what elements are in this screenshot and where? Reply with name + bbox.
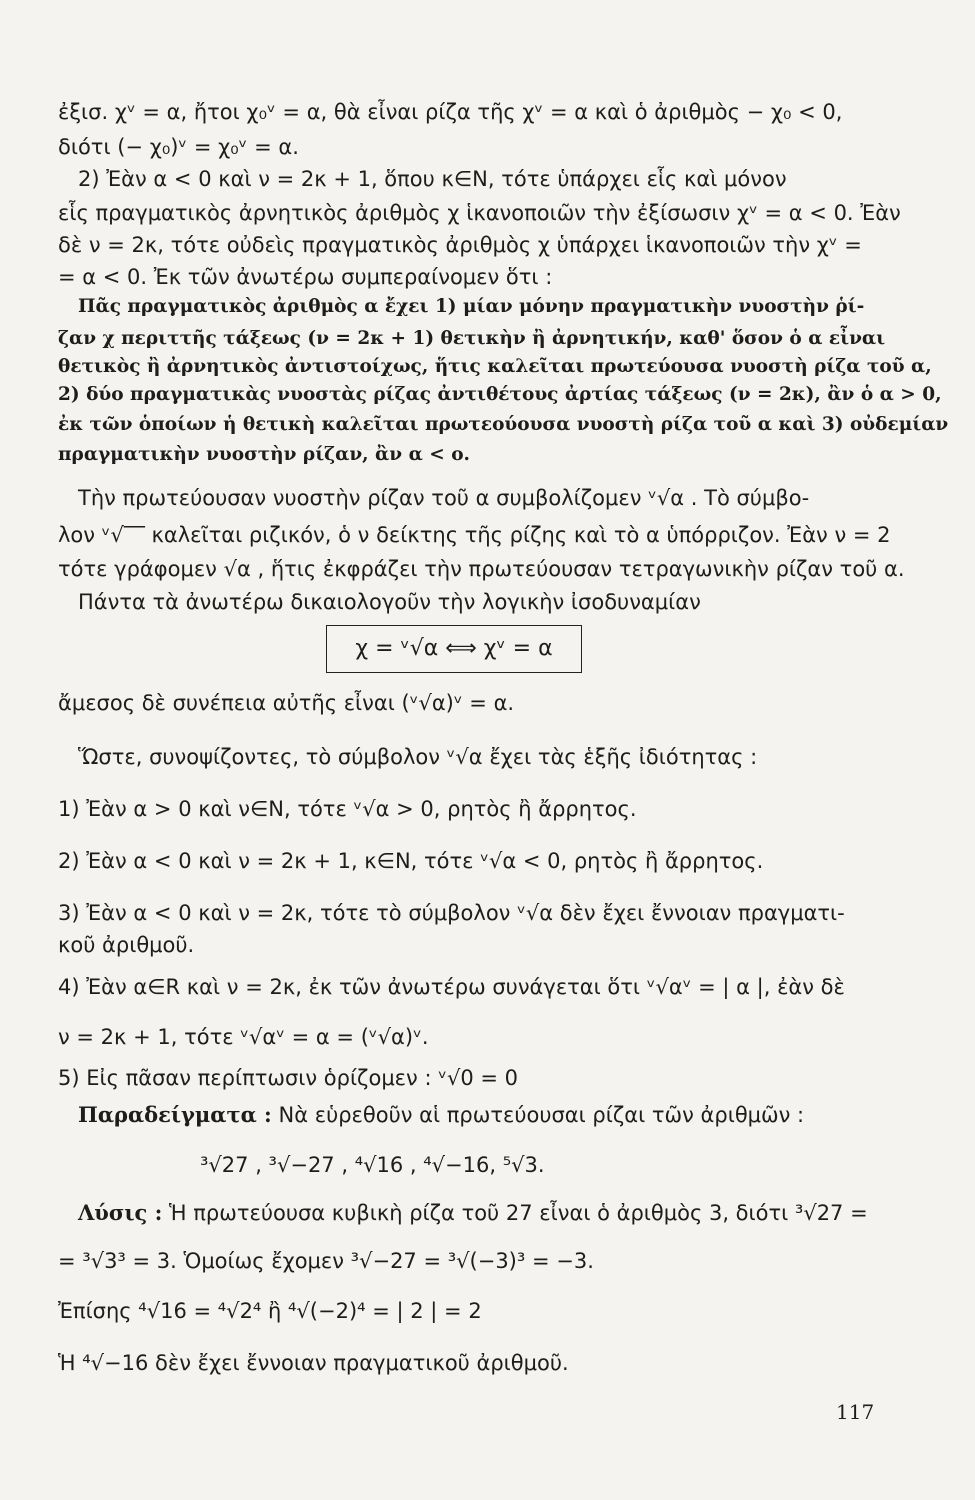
theorem-line-5: ἐκ τῶν ὁποίων ἡ θετικὴ καλεῖται πρωτεούουσα νυοστὴ ρίζα τοῦ α καὶ 3) οὐδεμίαν — [58, 414, 949, 435]
property-3-cont: κοῦ ἀριθμοῦ. — [58, 933, 195, 957]
text-line-2: διότι (− χ₀)ᵛ = χ₀ᵛ = α. — [58, 135, 299, 159]
solution-text: Ἡ πρωτεύουσα κυβικὴ ρίζα τοῦ 27 εἶναι ὁ ἀριθμὸς 3, διότι ³√27 = — [169, 1201, 868, 1225]
text-line-6: = α < 0. Ἐκ τῶν ἀνωτέρω συμπεραίνομεν ὅτι : — [58, 265, 553, 289]
definition-line-2: λον ᵛ√‾‾ καλεῖται ριζικόν, ὁ ν δείκτης τῆς ρίζης καὶ τὸ α ὑπόρριζον. Ἐὰν ν = 2 — [58, 523, 891, 547]
property-4-cont: ν = 2κ + 1, τότε ᵛ√αᵛ = α = (ᵛ√α)ᵛ. — [58, 1025, 429, 1049]
text-line-4: εἷς πραγματικὸς ἀρνητικὸς ἀριθμὸς χ ἱκανοποιῶν τὴν ἐξίσωσιν χᵛ = α < 0. Ἐὰν — [58, 201, 901, 225]
theorem-line-4: 2) δύο πραγματικὰς νυοστὰς ρίζας ἀντιθέτους ἀρτίας τάξεως (ν = 2κ), ἂν ὁ α > 0, — [58, 384, 942, 405]
text-line-5: δὲ ν = 2κ, τότε οὐδεὶς πραγματικὸς ἀριθμὸς χ ὑπάρχει ἱκανοποιῶν τὴν χᵛ = — [58, 233, 862, 257]
examples-text: Νὰ εὑρεθοῦν αἱ πρωτεύουσαι ρίζαι τῶν ἀριθμῶν : — [278, 1103, 805, 1127]
definition-line-4: Πάντα τὰ ἀνωτέρω δικαιολογοῦν τὴν λογικὴν ἰσοδυναμίαν — [78, 590, 701, 614]
properties-intro: Ὥστε, συνοψίζοντες, τὸ σύμβολον ᵛ√α ἔχει τὰς ἑξῆς ἰδιότητας : — [78, 745, 758, 769]
examples-list: ³√27 , ³√−27 , ⁴√16 , ⁴√−16, ⁵√3. — [200, 1153, 545, 1177]
theorem-line-3: θετικὸς ἢ ἀρνητικὸς ἀντιστοίχως, ἥτις καλεῖται πρωτεύουσα νυοστὴ ρίζα τοῦ α, — [58, 356, 932, 377]
page-number: 117 — [836, 1400, 875, 1424]
solution-label: Λύσις : — [78, 1200, 163, 1225]
theorem-line-6: πραγματικὴν νυοστὴν ρίζαν, ἂν α < ο. — [58, 444, 470, 465]
examples-line — [78, 1100, 898, 1130]
text-line-1: ἐξισ. χᵛ = α, ἤτοι χ₀ᵛ = α, θὰ εἶναι ρίζα τῆς χᵛ = α καὶ ὁ ἀριθμὸς − χ₀ < 0, — [58, 100, 843, 124]
property-4: 4) Ἐὰν α∈R καὶ ν = 2κ, ἐκ τῶν ἀνωτέρω συνάγεται ὅτι ᵛ√αᵛ = | α |, ἐὰν δὲ — [58, 975, 845, 999]
property-1: 1) Ἐὰν α > 0 καὶ ν∈N, τότε ᵛ√α > 0, ρητὸς ἢ ἄρρητος. — [58, 797, 637, 821]
property-2: 2) Ἐὰν α < 0 καὶ ν = 2κ + 1, κ∈N, τότε ᵛ√α < 0, ρητὸς ἢ ἄρρητος. — [58, 849, 764, 873]
solution-line-4: Ἡ ⁴√−16 δὲν ἔχει ἔννοιαν πραγματικοῦ ἀριθμοῦ. — [58, 1351, 569, 1375]
examples-label: Παραδείγματα : — [78, 1102, 272, 1127]
solution-line-3: Ἐπίσης ⁴√16 = ⁴√2⁴ ἢ ⁴√(−2)⁴ = | 2 | = 2 — [58, 1299, 482, 1323]
consequence-line: ἄμεσος δὲ συνέπεια αὐτῆς εἶναι (ᵛ√α)ᵛ = α. — [58, 691, 515, 715]
text-line-3: 2) Ἐὰν α < 0 καὶ ν = 2κ + 1, ὅπου κ∈N, τότε ὑπάρχει εἷς καὶ μόνον — [78, 167, 787, 191]
property-5: 5) Εἰς πᾶσαν περίπτωσιν ὁρίζομεν : ᵛ√0 = 0 — [58, 1066, 519, 1090]
definition-line-1: Τὴν πρωτεύουσαν νυοστὴν ρίζαν τοῦ α συμβολίζομεν ᵛ√α . Τὸ σύμβο- — [78, 486, 810, 510]
solution-line-1 — [78, 1198, 898, 1228]
solution-line-2: = ³√3³ = 3. Ὁμοίως ἔχομεν ³√−27 = ³√(−3)³ = −3. — [58, 1249, 594, 1273]
property-3: 3) Ἐὰν α < 0 καὶ ν = 2κ, τότε τὸ σύμβολον ᵛ√α δὲν ἔχει ἔννοιαν πραγματι- — [58, 901, 845, 925]
theorem-line-1: Πᾶς πραγματικὸς ἀριθμὸς α ἔχει 1) μίαν μόνην πραγματικὴν νυοστὴν ῥί- — [78, 296, 865, 317]
theorem-line-2: ζαν χ περιττῆς τάξεως (ν = 2κ + 1) θετικὴν ἢ ἀρνητικήν, καθ' ὅσον ὁ α εἶναι — [58, 328, 886, 349]
equivalence-box: χ = ᵛ√α ⟺ χᵛ = α — [326, 625, 582, 673]
definition-line-3: τότε γράφομεν √α , ἥτις ἐκφράζει τὴν πρωτεύουσαν τετραγωνικὴν ρίζαν τοῦ α. — [58, 557, 905, 581]
